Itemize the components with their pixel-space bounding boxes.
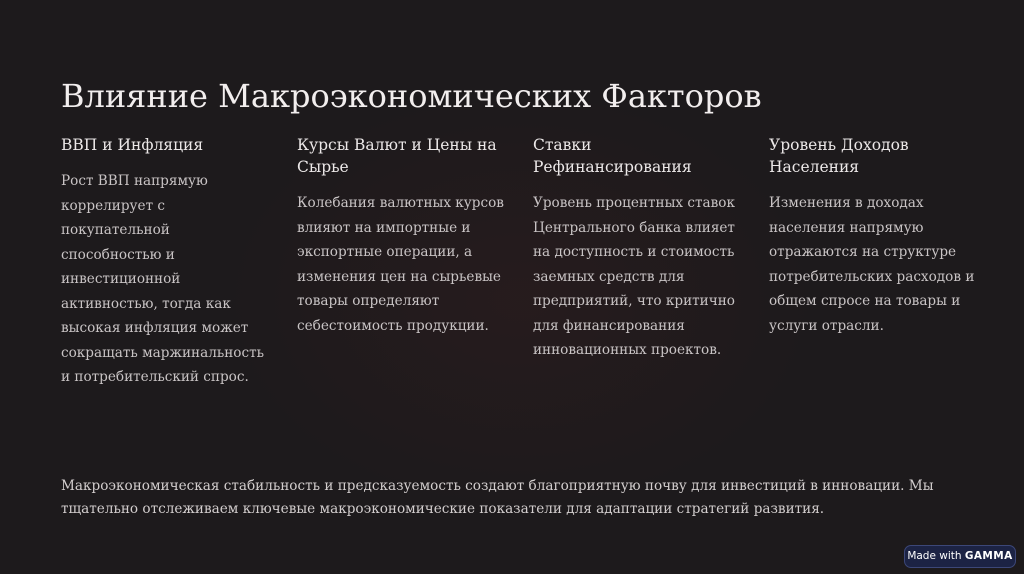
factor-body: Колебания валютных курсов влияют на импортные и экспортные операции, а изменения цен на сырьевые товары определяют себестоимость продукции. bbox=[297, 195, 504, 334]
factor-column-income bbox=[769, 134, 979, 338]
factor-column-rates bbox=[533, 134, 743, 363]
factor-heading: Ставки Рефинансирования bbox=[533, 136, 692, 176]
factor-heading: Курсы Валют и Цены на Сырье bbox=[297, 136, 497, 176]
factor-column-currency bbox=[297, 134, 507, 338]
slide-title: Влияние Макроэкономических Факторов bbox=[61, 77, 762, 116]
made-with-gamma-badge[interactable] bbox=[904, 545, 1016, 568]
gamma-logo: GAMMA bbox=[964, 550, 1013, 562]
factor-body: Изменения в доходах населения напрямую отражаются на структуре потребительских расходов и общем спросе на товары и услуги отрасли. bbox=[769, 195, 975, 334]
factor-heading: ВВП и Инфляция bbox=[61, 136, 204, 154]
factor-body: Уровень процентных ставок Центрального банка влияет на доступность и стоимость заемных средств для предприятий, что критично для финансирования инновационных проектов. bbox=[533, 195, 735, 358]
factor-column-gdp bbox=[61, 134, 271, 390]
factor-heading: Уровень Доходов Населения bbox=[769, 136, 909, 176]
factor-body: Рост ВВП напрямую коррелирует с покупательной способностью и инвестиционной активностью, тогда как высокая инфляция может сокращать маржинальность и потребительский спрос. bbox=[61, 173, 265, 385]
badge-prefix: Made with bbox=[907, 550, 962, 562]
summary-paragraph: Макроэкономическая стабильность и предсказуемость создают благоприятную почву для инвестиций в инновации. Мы тщательно отслеживаем ключевые макроэкономические показатели для адаптации стратегий развития. bbox=[61, 478, 934, 517]
